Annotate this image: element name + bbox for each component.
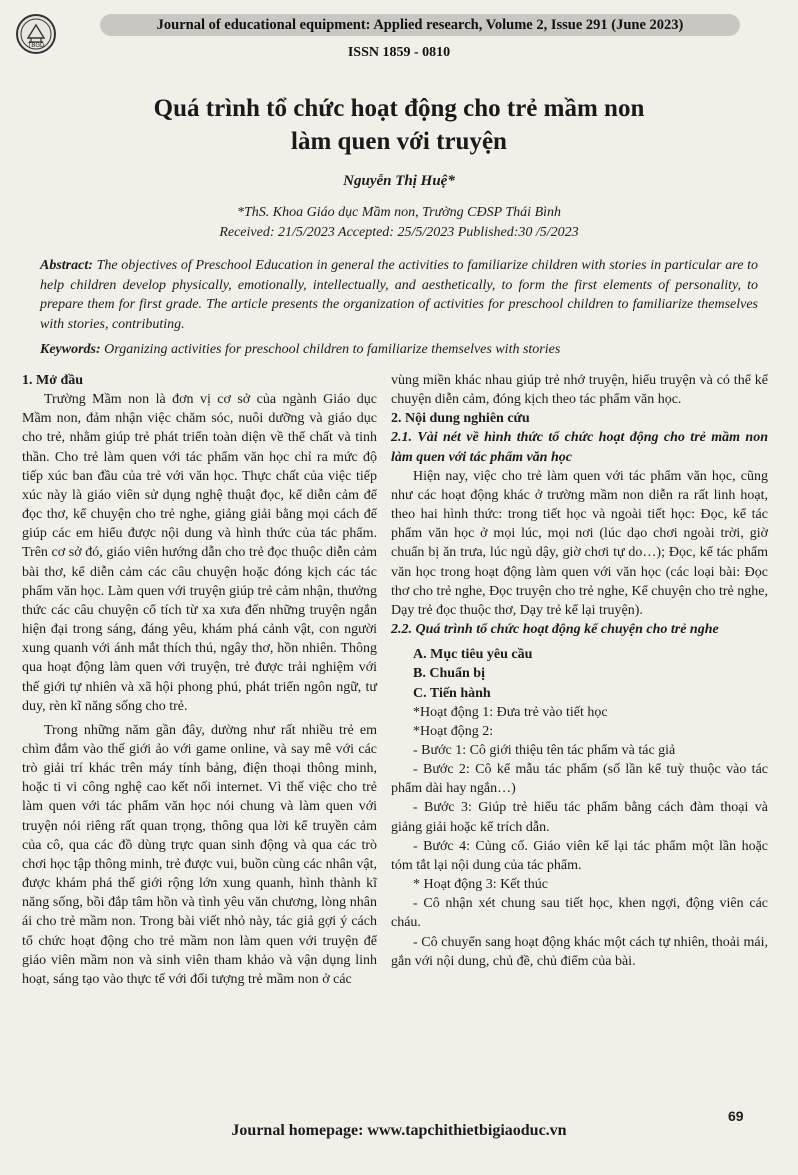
logo-text: TBGD (27, 43, 45, 49)
step-line: - Bước 3: Giúp trẻ hiểu tác phẩm bằng cách đàm thoại và giảng giải hoặc kể trích dẫn. (391, 800, 768, 835)
title-line: Quá trình tổ chức hoạt động cho trẻ mầm non (153, 95, 645, 122)
step-line: - Bước 2: Cô kể mẫu tác phẩm (số lần kể tuỳ thuộc vào tác phẩm dài hay ngắn…) (391, 762, 768, 797)
step-heading: B. Chuẩn bị (413, 666, 485, 682)
section-heading: 2. Nội dung nghiên cứu (391, 411, 530, 427)
affiliation (0, 203, 798, 243)
author-name: Nguyễn Thị Huệ* (343, 173, 455, 189)
paragraph: Trong những năm gần đây, dường như rất nhiều trẻ em chìm đắm vào thế giới ảo với game online, và say mê với các trò giải trí khác trên máy tính bảng, điện thoại thông minh, hoặc ti vi công nghệ cao kết nối internet. Vì thế việc cho trẻ làm quen với tác phẩm văn học nói chung và làm quen với truyện nói riêng rất quan trọng, thông qua lời kể truyền cảm của cô, qua các đồ dùng trực quan sinh động và qua các trò chơi học tập thông minh, trẻ được vui, buồn cùng các nhân vật, được khám phá thế giới rộng lớn xung quanh, hình thành kĩ năng sống, bồi đắp tâm hồn và tình yêu văn chương, lòng nhân ái cho trẻ mầm non. Trong bài viết nhỏ này, tác giả gợi ý cách tổ chức hoạt động cho trẻ mầm non làm quen với truyện để giáo viên mầm non và sinh viên tham khảo và vận dụng linh hoạt, sáng tạo vào thực tế với đối tượng trẻ mầm non ở các (22, 722, 377, 987)
section-heading: 1. Mở đầu (22, 373, 84, 388)
affiliation-line: *ThS. Khoa Giáo dục Mầm non, Trường CĐSP Thái Bình (236, 205, 562, 220)
step-line: - Cô chuyển sang hoạt động khác một cách tự nhiên, thoải mái, gắn với nội dung, chủ đề, chủ điểm của bài. (391, 934, 768, 969)
abstract-text: The objectives of Preschool Education in general the activities to familiarize children with stories in particular are to help children develop physically, emotionally, intellectually, and aesthetically, to form the first elements of personality, to prepare them for first grade. The article presents the organization of activities for preschool children to familiarize themselves with stories, contributing. (40, 258, 758, 332)
step-heading: A. Mục tiêu yêu cầu (413, 647, 533, 663)
subsection-heading: 2.2. Quá trình tổ chức hoạt động kể chuyện cho trẻ nghe (391, 622, 719, 638)
step-line: - Bước 4: Củng cố. Giáo viên kể lại tác phẩm một lần hoặc tóm tắt lại nội dung của tác phẩm. (391, 838, 768, 873)
abstract-label: Abstract: (40, 258, 93, 273)
keywords (40, 340, 758, 359)
issn: ISSN 1859 - 0810 (347, 45, 451, 60)
subsection-heading: 2.1. Vài nét về hình thức tổ chức hoạt động cho trẻ mầm non làm quen với tác phẩm văn học (391, 430, 768, 465)
journal-citation-bar: Journal of educational equipment: Applied research, Volume 2, Issue 291 (June 2023) (100, 14, 740, 36)
page-number: 69 (728, 1108, 744, 1124)
paragraph: vùng miền khác nhau giúp trẻ nhớ truyện, hiểu truyện và có thể kể chuyện diễn cảm, đóng kịch theo tác phẩm văn học. (391, 373, 768, 408)
title-line: làm quen với truyện (291, 128, 507, 155)
paragraph: Hiện nay, việc cho trẻ làm quen với tác phẩm văn học, cũng như các hoạt động khác ở trường mầm non diễn ra rất linh hoạt, theo hai hình thức: trong tiết học và ngoài tiết học: Đọc, kể tác phẩm văn học ở mọi lúc, mọi nơi (lúc dạo chơi ngoài trời, giờ chuẩn bị ăn trưa, lúc ngủ dậy, giờ chơi tự do…); Đọc, kể tác phẩm văn học trong hoạt động làm quen với văn học (các loại bài: Đọc thơ cho trẻ nghe, Đọc truyện cho trẻ nghe, Kể chuyện cho trẻ nghe, Dạy trẻ đọc thuộc thơ, Dạy trẻ kể lại truyện). (391, 468, 768, 618)
activity-line: *Hoạt động 1: Đưa trẻ vào tiết học (413, 704, 608, 720)
right-column (391, 371, 768, 971)
paragraph: Trường Mầm non là đơn vị cơ sở của ngành Giáo dục Mầm non, đảm nhận việc chăm sóc, nuôi dưỡng và giáo dục cho trẻ, nhằm giúp trẻ phát triển toàn diện về thể chất và tinh thần. Cho trẻ làm quen với tác phẩm văn học chỉ ra mức độ tiếp xúc ban đầu của trẻ với văn học. Thực chất của việc tiếp xúc này là giáo viên sử dụng nghệ thuật đọc, kể diễn cảm để đọc thơ, kể chuyện cho trẻ nghe, giảng giải bằng mọi cách để giúp các em hiểu được nội dung và hình thức của tác phẩm. Trên cơ sở đó, giáo viên hướng dẫn cho trẻ đọc thuộc diễn cảm bài thơ, kể diễn cảm các câu chuyện hoặc đóng kịch các tác phẩm văn học. Làm quen với truyện giúp trẻ cảm nhận, thưởng thức các câu chuyện cổ tích từ xa xưa đến những truyện ngắn hiện đại trong sáng, đáng yêu, khám phá cảnh vật, con người xung quanh với ánh mắt thích thú, ngây thơ, hồn nhiên. Thông qua hoạt động làm quen với truyện, trẻ được trải nghiệm với thế giới tự nhiên và xã hội phong phú, phát triển ngôn ngữ, tư duy, rèn kĩ năng sống cho trẻ. (22, 392, 377, 714)
step-line: - Cô nhận xét chung sau tiết học, khen ngợi, động viên các cháu. (391, 896, 768, 931)
abstract (40, 256, 758, 334)
keywords-label: Keywords: (40, 342, 101, 357)
journal-homepage: Journal homepage: www.tapchithietbigiaoduc.vn (231, 1122, 567, 1139)
keywords-text: Organizing activities for preschool children to familiarize themselves with stories (100, 342, 561, 357)
step-heading: C. Tiến hành (413, 685, 491, 701)
article-title (60, 92, 738, 158)
step-line: - Bước 1: Cô giới thiệu tên tác phẩm và tác giả (413, 742, 676, 758)
activity-line: *Hoạt động 2: (413, 723, 494, 739)
activity-line: * Hoạt động 3: Kết thúc (413, 877, 548, 893)
dates-line: Received: 21/5/2023 Accepted: 25/5/2023 Published:30 /5/2023 (219, 225, 579, 240)
left-column (22, 371, 377, 989)
